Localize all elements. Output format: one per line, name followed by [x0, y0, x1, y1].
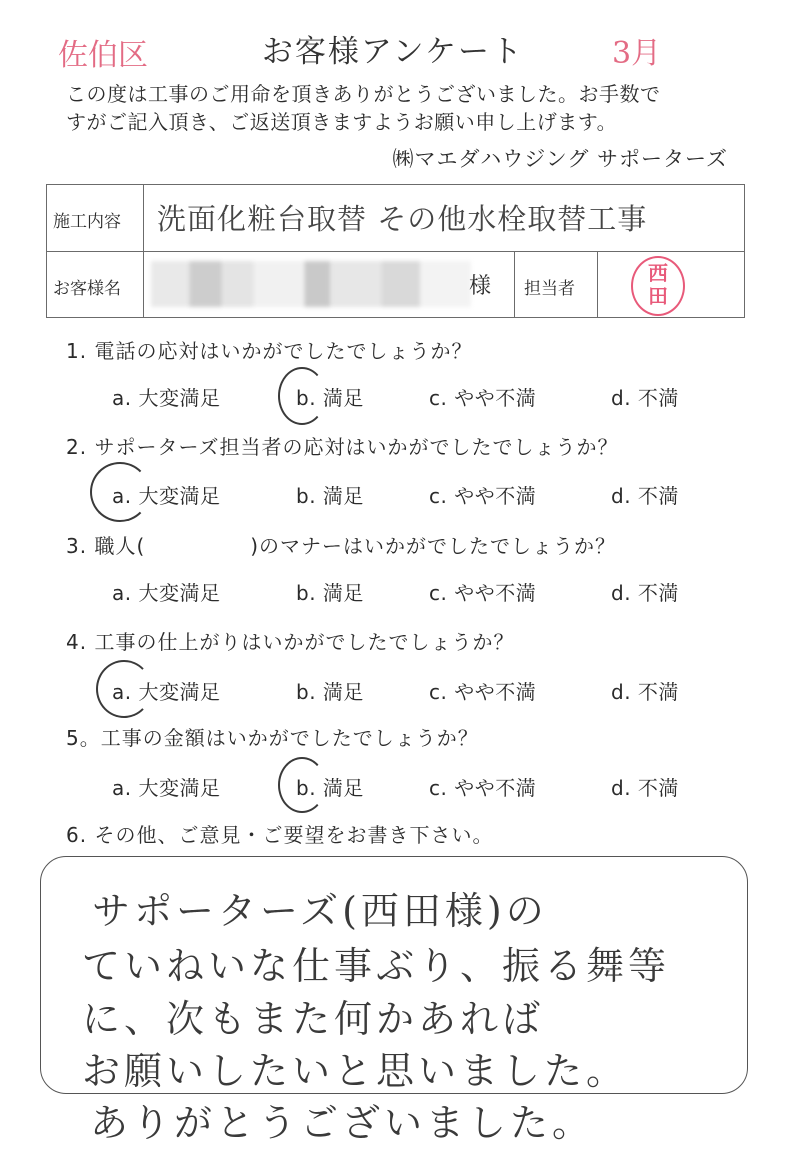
row-divider [47, 251, 744, 252]
q5-option-b[interactable]: b. 満足 [296, 776, 364, 800]
area-handwritten: 佐伯区 [58, 38, 148, 73]
info-table [46, 184, 745, 318]
work-content-label: 施工内容 [53, 212, 121, 232]
q2-option-d[interactable]: d. 不満 [611, 484, 679, 508]
stamp-char-2: 田 [648, 284, 668, 308]
q4-option-d[interactable]: d. 不満 [611, 680, 679, 704]
q1-option-d[interactable]: d. 不満 [611, 386, 679, 410]
q4-option-b[interactable]: b. 満足 [296, 680, 364, 704]
customer-name-label: お客様名 [53, 279, 121, 299]
q3-option-d[interactable]: d. 不満 [611, 581, 679, 605]
work-content-value: 洗面化粧台取替 その他水栓取替工事 [157, 202, 648, 236]
question-5: 5。工事の金額はいかがでしたでしょうか？ [66, 726, 479, 750]
question-6: 6. その他、ご意見・ご要望をお書き下さい。 [66, 823, 494, 847]
month-handwritten: 3月 [612, 36, 662, 71]
q5-option-c[interactable]: c. やや不満 [429, 776, 537, 800]
intro-text-line-1: この度は工事のご用命を頂きありがとうございました。お手数で [66, 82, 661, 106]
staff-column-divider [514, 251, 515, 317]
q5-option-d[interactable]: d. 不満 [611, 776, 679, 800]
q2-option-c[interactable]: c. やや不満 [429, 484, 537, 508]
q5-selection-circle [278, 757, 326, 813]
q2-option-a[interactable]: a. 大変満足 [112, 484, 221, 508]
label-column-divider [143, 185, 144, 317]
comment-line-2: ていねいな仕事ぶり、振る舞等 [82, 944, 671, 988]
company-name: ㈱マエダハウジング サポーターズ [392, 147, 728, 171]
stamp-char-1: 西 [648, 261, 668, 285]
q1-option-c[interactable]: c. やや不満 [429, 386, 537, 410]
q3-option-a[interactable]: a. 大変満足 [112, 581, 221, 605]
q1-option-a[interactable]: a. 大変満足 [112, 386, 221, 410]
comment-line-5: ありがとうございました。 [90, 1101, 595, 1145]
q2-option-b[interactable]: b. 満足 [296, 484, 364, 508]
customer-name-redacted [151, 261, 471, 307]
q5-option-a[interactable]: a. 大変満足 [112, 776, 221, 800]
q4-option-a[interactable]: a. 大変満足 [112, 680, 221, 704]
q2-selection-circle [90, 462, 150, 522]
staff-label: 担当者 [524, 279, 575, 299]
comment-line-1: サポーターズ(西田様)の [92, 889, 548, 933]
q1-selection-circle [278, 367, 326, 425]
stamp-column-divider [597, 251, 598, 317]
question-1: 1. 電話の応対はいかがでしたでしょうか？ [66, 339, 473, 363]
question-4: 4. 工事の仕上がりはいかがでしたでしょうか？ [66, 630, 515, 654]
q3-option-c[interactable]: c. やや不満 [429, 581, 537, 605]
comment-line-4: お願いしたいと思いました。 [82, 1049, 629, 1093]
intro-text-line-2: すがご記入頂き、ご返送頂きますようお願い申し上げます。 [66, 110, 618, 134]
q1-option-b[interactable]: b. 満足 [296, 386, 364, 410]
q3-option-b[interactable]: b. 満足 [296, 581, 364, 605]
q4-option-c[interactable]: c. やや不満 [429, 680, 537, 704]
honorific-sama: 様 [469, 274, 492, 299]
question-2: 2. サポーターズ担当者の応対はいかがでしたでしょうか？ [66, 435, 619, 459]
comment-line-3: に、次もまた何かあれば [82, 997, 545, 1041]
q4-selection-circle [96, 660, 152, 718]
page-title: お客様アンケート [261, 34, 525, 70]
staff-seal-stamp [631, 256, 685, 316]
question-3: 3. 職人( )のマナーはいかがでしたでしょうか？ [66, 534, 617, 558]
